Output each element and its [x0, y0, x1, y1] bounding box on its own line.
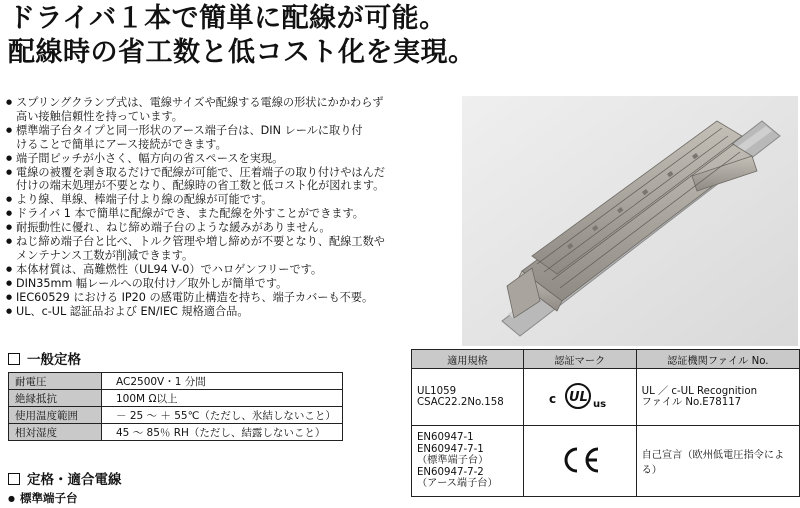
- feature-item: ● スプリングクランプ式は、電線サイズや配線する電線の形状にかかわらず 高い接触信頼性を持っています。: [6, 96, 446, 124]
- terminal-block-photo: [462, 96, 798, 346]
- spec-label: 耐電圧: [9, 373, 102, 390]
- spec-value: － 25 ～ ＋ 55℃（ただし、氷結しないこと）: [102, 407, 343, 424]
- table-row: [412, 426, 800, 497]
- general-rating-heading: [8, 348, 81, 368]
- feature-item: ● IEC60529 における IP20 の感電防止構造を持ち、端子カバーも不要。: [6, 291, 446, 305]
- square-bullet-icon: [8, 473, 20, 485]
- general-rating-title: 一般定格: [27, 352, 81, 368]
- spec-value: 45 ～ 85％ RH（ただし、結露しないこと）: [102, 424, 343, 441]
- certification-table: [411, 349, 800, 497]
- cert-mark-cell: [523, 426, 636, 497]
- cert-header-standard: 適用規格: [412, 350, 524, 369]
- cul-us-mark-icon: [547, 381, 613, 411]
- headline-line-1: ドライバ１本で簡単に配線が可能。: [8, 3, 447, 34]
- general-rating-table: [8, 372, 343, 441]
- spec-label: 絶縁抵抗: [9, 390, 102, 407]
- feature-item: ● 標準端子台タイプと同一形状のアース端子台は、DIN レールに取り付 けることで簡単にアース接続ができます。: [6, 124, 446, 152]
- standard-terminal-subheading: ● 標準端子台: [8, 490, 77, 506]
- rated-wire-heading: [8, 468, 122, 488]
- feature-item: ● ねじ締め端子台と比べ、トルク管理や増し締めが不要となり、配線工数や メンテナンス工数が削減できます。: [6, 235, 446, 263]
- feature-item: ● 本体材質は、高難燃性（UL94 V-0）でハロゲンフリーです。: [6, 263, 446, 277]
- cert-mark-cell: [523, 369, 636, 426]
- table-row: [9, 390, 343, 407]
- svg-text:c: c: [548, 391, 556, 406]
- table-row: [9, 373, 343, 390]
- feature-item: ● DIN35mm 幅レールへの取付け／取外しが簡単です。: [6, 277, 446, 291]
- table-row: [412, 369, 800, 426]
- ce-mark-icon: [558, 445, 602, 475]
- square-bullet-icon: [8, 353, 20, 365]
- feature-item: ● ドライバ 1 本で簡単に配線ができ、また配線を外すことができます。: [6, 207, 446, 221]
- table-row: [9, 407, 343, 424]
- spec-value: AC2500V・1 分間: [102, 373, 343, 390]
- cert-file-no: 自己宣言（欧州低電圧指令による）: [636, 426, 799, 497]
- spec-label: 相対湿度: [9, 424, 102, 441]
- rated-wire-title: 定格・適合電線: [27, 472, 122, 488]
- svg-text:us: us: [592, 398, 606, 410]
- feature-item: ● 耐振動性に優れ、ねじ締め端子台のような緩みがありません。: [6, 221, 446, 235]
- feature-list: [6, 96, 446, 319]
- cert-header-mark: 認証マーク: [523, 350, 636, 369]
- headline-line-2: 配線時の省工数と低コスト化を実現。: [8, 37, 476, 68]
- feature-item: ● より線、単線、棒端子付より線の配線が可能です。: [6, 193, 446, 207]
- cert-standards: EN60947-1 EN60947-7-1 （標準端子台） EN60947-7-2 （アース端子台）: [412, 426, 524, 497]
- table-row: [9, 424, 343, 441]
- spec-label: 使用温度範囲: [9, 407, 102, 424]
- cert-file-no: UL ／ c-UL Recognition ファイル No.E78117: [636, 369, 799, 426]
- feature-item: ● UL、c-UL 認証品および EN/IEC 規格適合品。: [6, 305, 446, 319]
- feature-item: ● 端子間ピッチが小さく、幅方向の省スペースを実現。: [6, 152, 446, 166]
- table-header-row: [412, 350, 800, 369]
- cert-header-file: 認証機関ファイル No.: [636, 350, 799, 369]
- cert-standards: UL1059 CSAC22.2No.158: [412, 369, 524, 426]
- terminal-block-rail-illustration: [462, 96, 798, 346]
- feature-item: ● 電線の被覆を剥き取るだけで配線が可能で、圧着端子の取り付けやはんだ 付けの端末処理が不要となり、配線時の省工数と低コスト化が図れます。: [6, 166, 446, 194]
- spec-value: 100M Ω以上: [102, 390, 343, 407]
- svg-text:UL: UL: [568, 389, 588, 405]
